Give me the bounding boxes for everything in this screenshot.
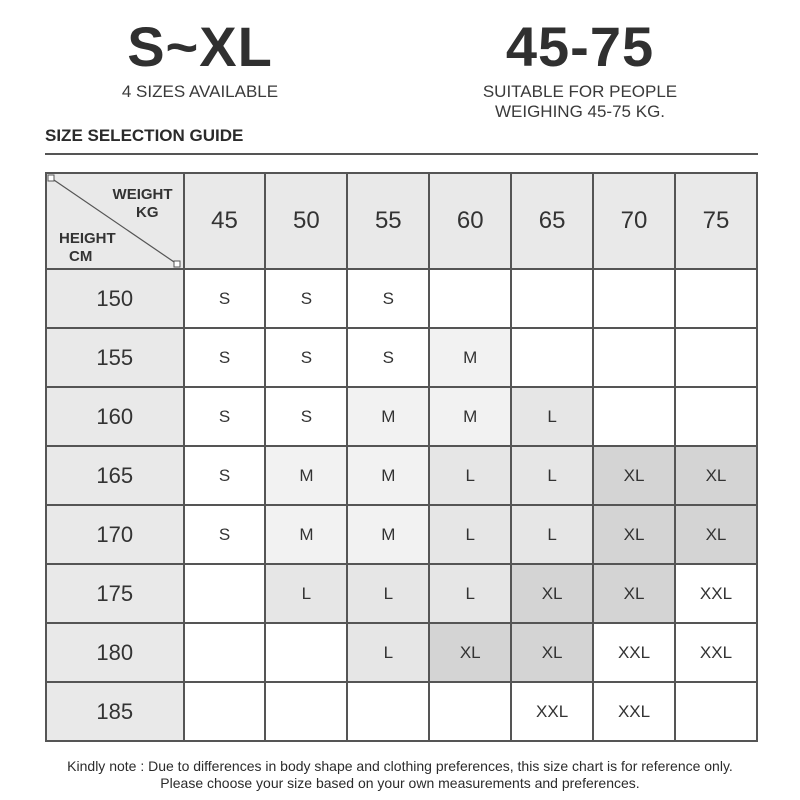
height-row-header: 150 bbox=[46, 269, 184, 328]
size-cell bbox=[511, 328, 593, 387]
size-cell: L bbox=[347, 623, 429, 682]
size-count-caption: 4 SIZES AVAILABLE bbox=[121, 82, 279, 101]
size-cell: XL bbox=[593, 505, 675, 564]
size-cell: S bbox=[265, 328, 347, 387]
size-cell bbox=[593, 269, 675, 328]
size-cell: S bbox=[184, 328, 266, 387]
size-cell bbox=[429, 269, 511, 328]
size-cell bbox=[675, 682, 757, 741]
height-row-header: 180 bbox=[46, 623, 184, 682]
weight-column-header: 70 bbox=[593, 173, 675, 269]
size-range-heading: S~XL bbox=[127, 15, 273, 78]
size-cell: XL bbox=[511, 623, 593, 682]
size-cell: L bbox=[347, 564, 429, 623]
size-cell: XXL bbox=[593, 682, 675, 741]
weight-caption-line1: SUITABLE FOR PEOPLE bbox=[482, 82, 678, 101]
height-row-header: 170 bbox=[46, 505, 184, 564]
height-label-text: HEIGHT bbox=[59, 230, 116, 247]
height-row-header: 175 bbox=[46, 564, 184, 623]
size-cell: M bbox=[347, 446, 429, 505]
size-cell bbox=[511, 269, 593, 328]
size-cell: L bbox=[429, 446, 511, 505]
weight-range-caption bbox=[450, 82, 710, 122]
table-row bbox=[46, 682, 757, 741]
weight-column-header: 55 bbox=[347, 173, 429, 269]
size-cell: XL bbox=[675, 505, 757, 564]
size-cell: XL bbox=[429, 623, 511, 682]
corner-header-cell bbox=[46, 173, 184, 269]
size-cell bbox=[184, 682, 266, 741]
size-cell bbox=[593, 387, 675, 446]
size-cell: S bbox=[265, 387, 347, 446]
weight-range-heading: 45-75 bbox=[505, 15, 655, 78]
table-row bbox=[46, 564, 757, 623]
size-cell: S bbox=[347, 269, 429, 328]
table-row bbox=[46, 623, 757, 682]
table-row bbox=[46, 446, 757, 505]
size-cell: L bbox=[511, 446, 593, 505]
weight-header-row bbox=[46, 173, 757, 269]
height-row-header: 165 bbox=[46, 446, 184, 505]
size-cell: XXL bbox=[675, 623, 757, 682]
size-cell bbox=[184, 623, 266, 682]
height-unit-text: CM bbox=[69, 248, 93, 265]
size-cell: M bbox=[347, 505, 429, 564]
size-cell: XL bbox=[593, 564, 675, 623]
height-row-header: 160 bbox=[46, 387, 184, 446]
size-cell: S bbox=[184, 505, 266, 564]
table-row bbox=[46, 328, 757, 387]
size-cell bbox=[347, 682, 429, 741]
size-guide-title: SIZE SELECTION GUIDE bbox=[45, 126, 244, 145]
weight-column-header: 65 bbox=[511, 173, 593, 269]
height-row-header: 185 bbox=[46, 682, 184, 741]
weight-column-header: 45 bbox=[184, 173, 266, 269]
weight-axis-label bbox=[93, 186, 173, 222]
size-cell: L bbox=[429, 564, 511, 623]
weight-unit-text: KG bbox=[136, 204, 159, 221]
size-cell: XL bbox=[511, 564, 593, 623]
size-cell bbox=[675, 269, 757, 328]
size-cell: L bbox=[511, 387, 593, 446]
size-cell: M bbox=[429, 328, 511, 387]
size-cell: M bbox=[347, 387, 429, 446]
size-cell: XL bbox=[675, 446, 757, 505]
table-row bbox=[46, 269, 757, 328]
height-axis-label bbox=[59, 230, 139, 266]
size-cell: S bbox=[184, 446, 266, 505]
size-cell: XXL bbox=[511, 682, 593, 741]
size-chart-table bbox=[45, 172, 758, 742]
size-cell bbox=[593, 328, 675, 387]
weight-column-header: 50 bbox=[265, 173, 347, 269]
size-cell: S bbox=[265, 269, 347, 328]
size-cell: S bbox=[184, 387, 266, 446]
size-cell bbox=[675, 387, 757, 446]
title-divider bbox=[45, 153, 758, 155]
height-row-header: 155 bbox=[46, 328, 184, 387]
size-cell: L bbox=[511, 505, 593, 564]
size-cell: L bbox=[429, 505, 511, 564]
size-cell: XL bbox=[593, 446, 675, 505]
size-cell: XXL bbox=[593, 623, 675, 682]
size-cell: M bbox=[429, 387, 511, 446]
size-cell bbox=[265, 623, 347, 682]
size-cell bbox=[265, 682, 347, 741]
size-cell bbox=[675, 328, 757, 387]
size-cell: L bbox=[265, 564, 347, 623]
size-cell: XXL bbox=[675, 564, 757, 623]
note-line-2: Please choose your size based on your own measurements and preferences. bbox=[160, 775, 640, 791]
weight-column-header: 60 bbox=[429, 173, 511, 269]
size-cell: M bbox=[265, 505, 347, 564]
size-cell: S bbox=[347, 328, 429, 387]
size-cell bbox=[429, 682, 511, 741]
size-chart-body bbox=[46, 269, 757, 741]
weight-column-header: 75 bbox=[675, 173, 757, 269]
table-row bbox=[46, 505, 757, 564]
size-cell: M bbox=[265, 446, 347, 505]
size-cell: S bbox=[184, 269, 266, 328]
weight-caption-line2: WEIGHING 45-75 KG. bbox=[494, 102, 666, 121]
size-cell bbox=[184, 564, 266, 623]
table-row bbox=[46, 387, 757, 446]
note-line-1: Kindly note : Due to differences in body shape and clothing preferences, this size chart is for reference only. bbox=[67, 758, 733, 774]
disclaimer-note bbox=[20, 758, 780, 792]
weight-label-text: WEIGHT bbox=[112, 186, 173, 203]
